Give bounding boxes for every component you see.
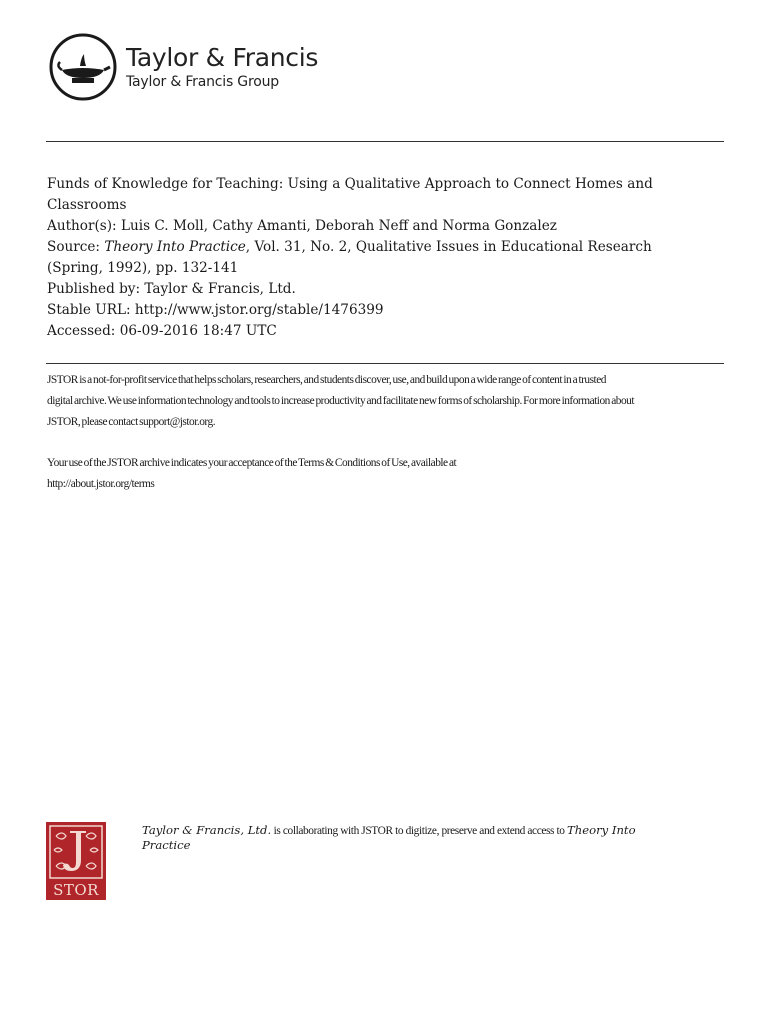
publisher-name: Taylor & Francis xyxy=(126,43,319,72)
jstor-logo-icon xyxy=(46,822,106,900)
source-prefix: Source: xyxy=(47,239,105,255)
stable-url[interactable]: Stable URL: http://www.jstor.org/stable/1476399 xyxy=(47,302,384,318)
middle-divider xyxy=(46,363,724,364)
collab-publisher: Taylor & Francis, Ltd. xyxy=(142,823,272,837)
article-title-line-1: Funds of Knowledge for Teaching: Using a Qualitative Approach to Connect Homes and xyxy=(47,176,653,192)
citation-block xyxy=(47,174,727,342)
svg-text:STOR: STOR xyxy=(53,881,99,899)
source-rest: , Vol. 31, No. 2, Qualitative Issues in Educational Research xyxy=(245,239,652,255)
collab-journal-2: Practice xyxy=(142,838,191,852)
article-title-line-2: Classrooms xyxy=(47,197,127,213)
terms-url[interactable]: http://about.jstor.org/terms xyxy=(47,477,155,490)
notice-line-2: digital archive. We use information technology and tools to increase productivity and facilitate new forms of scholarship. For more information about xyxy=(47,394,634,407)
jstor-notice xyxy=(47,370,737,432)
source-line-1 xyxy=(47,237,727,258)
source-line-2: (Spring, 1992), pp. 132-141 xyxy=(47,260,239,276)
notice-line-3: JSTOR, please contact support@jstor.org. xyxy=(47,415,216,428)
accessed-date: Accessed: 06-09-2016 18:47 UTC xyxy=(47,323,277,339)
authors: Author(s): Luis C. Moll, Cathy Amanti, Deborah Neff and Norma Gonzalez xyxy=(47,218,557,234)
top-divider xyxy=(46,141,724,142)
terms-line-1: Your use of the JSTOR archive indicates your acceptance of the Terms & Conditions of Use, available at xyxy=(47,457,457,469)
notice-line-1: JSTOR is a not-for-profit service that helps scholars, researchers, and students discover, use, and build upon a wide range of content in a trusted xyxy=(47,374,606,386)
publisher-logo xyxy=(48,32,318,102)
collab-journal-1: Theory Into xyxy=(567,823,636,837)
published-by: Published by: Taylor & Francis, Ltd. xyxy=(47,281,296,297)
collab-middle: is collaborating with JSTOR to digitize, preserve and extend access to xyxy=(271,825,568,837)
lamp-emblem-icon xyxy=(48,32,118,102)
collaboration-statement xyxy=(142,823,702,852)
source-journal: Theory Into Practice xyxy=(104,239,246,255)
publisher-group: Taylor & Francis Group xyxy=(126,74,279,90)
terms-notice xyxy=(47,453,737,495)
